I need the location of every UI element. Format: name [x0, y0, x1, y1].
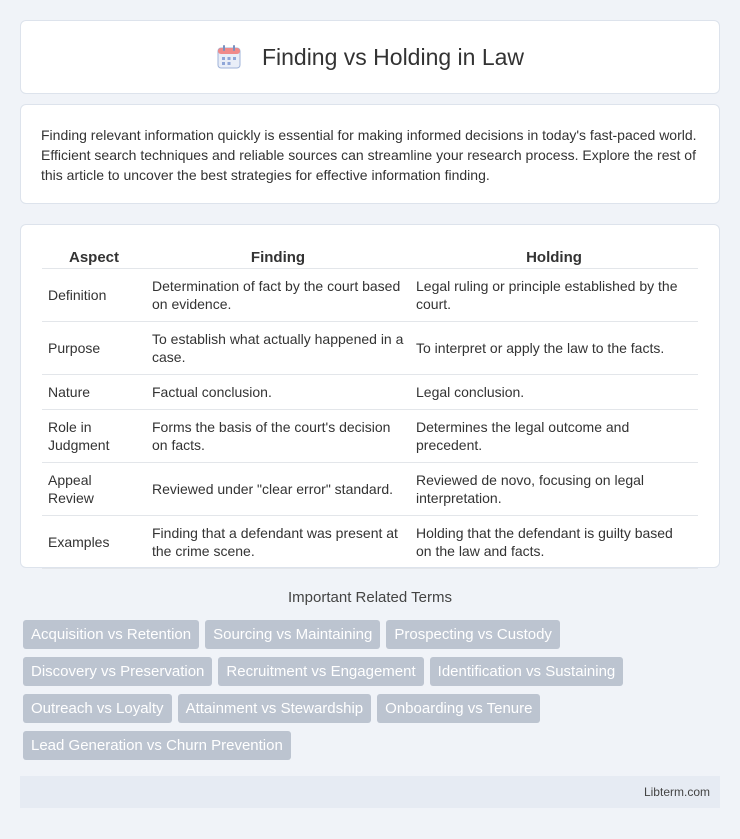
header-holding: Holding [410, 245, 698, 269]
table-row [42, 410, 698, 463]
comparison-table-card [20, 224, 720, 568]
header-aspect: Aspect [42, 245, 146, 269]
row-aspect: Appeal Review [42, 463, 146, 516]
footer-site-link[interactable]: Libterm.com [643, 785, 710, 799]
related-term-tag[interactable]: Discovery vs Preservation [23, 657, 212, 686]
row-aspect: Role in Judgment [42, 410, 146, 463]
table-header-row [42, 245, 698, 269]
row-finding: Forms the basis of the court's decision on facts. [146, 410, 410, 463]
footer [20, 776, 720, 808]
row-finding: To establish what actually happened in a case. [146, 322, 410, 375]
intro-card [20, 104, 720, 204]
row-holding: Reviewed de novo, focusing on legal interpretation. [410, 463, 698, 516]
related-term-tag[interactable]: Attainment vs Stewardship [178, 694, 372, 723]
table-row [42, 463, 698, 516]
row-holding: Determines the legal outcome and precedent. [410, 410, 698, 463]
table-row [42, 269, 698, 322]
row-holding: To interpret or apply the law to the facts. [410, 322, 698, 375]
calendar-icon [216, 44, 242, 70]
header-finding: Finding [146, 245, 410, 269]
related-term-tag[interactable]: Outreach vs Loyalty [23, 694, 172, 723]
row-holding: Legal conclusion. [410, 375, 698, 410]
related-term-tag[interactable]: Recruitment vs Engagement [218, 657, 423, 686]
row-finding: Determination of fact by the court based on evidence. [146, 269, 410, 322]
row-aspect: Nature [42, 375, 146, 410]
row-finding: Reviewed under "clear error" standard. [146, 463, 410, 516]
header-card [20, 20, 720, 94]
table-row [42, 375, 698, 410]
related-term-tag[interactable]: Sourcing vs Maintaining [205, 620, 380, 649]
related-term-tag[interactable]: Acquisition vs Retention [23, 620, 199, 649]
related-term-tag[interactable]: Prospecting vs Custody [386, 620, 560, 649]
related-term-tag[interactable]: Onboarding vs Tenure [377, 694, 540, 723]
row-holding: Holding that the defendant is guilty based on the law and facts. [410, 516, 698, 569]
table-row [42, 322, 698, 375]
row-aspect: Examples [42, 516, 146, 569]
intro-text: Finding relevant information quickly is essential for making informed decisions in today's fast-paced world. Efficient search techniques and reliable sources can streamline your research process. Explore the rest of this article to uncover the best strategies for effective information finding. [41, 127, 697, 183]
row-aspect: Definition [42, 269, 146, 322]
related-terms-list [23, 620, 723, 760]
row-aspect: Purpose [42, 322, 146, 375]
page-title: Finding vs Holding in Law [261, 43, 525, 70]
row-finding: Factual conclusion. [146, 375, 410, 410]
table-row [42, 516, 698, 569]
related-term-tag[interactable]: Identification vs Sustaining [430, 657, 624, 686]
comparison-table [42, 245, 698, 569]
row-finding: Finding that a defendant was present at the crime scene. [146, 516, 410, 569]
row-holding: Legal ruling or principle established by the court. [410, 269, 698, 322]
related-terms-title: Important Related Terms [288, 589, 452, 606]
related-term-tag[interactable]: Lead Generation vs Churn Prevention [23, 731, 291, 760]
